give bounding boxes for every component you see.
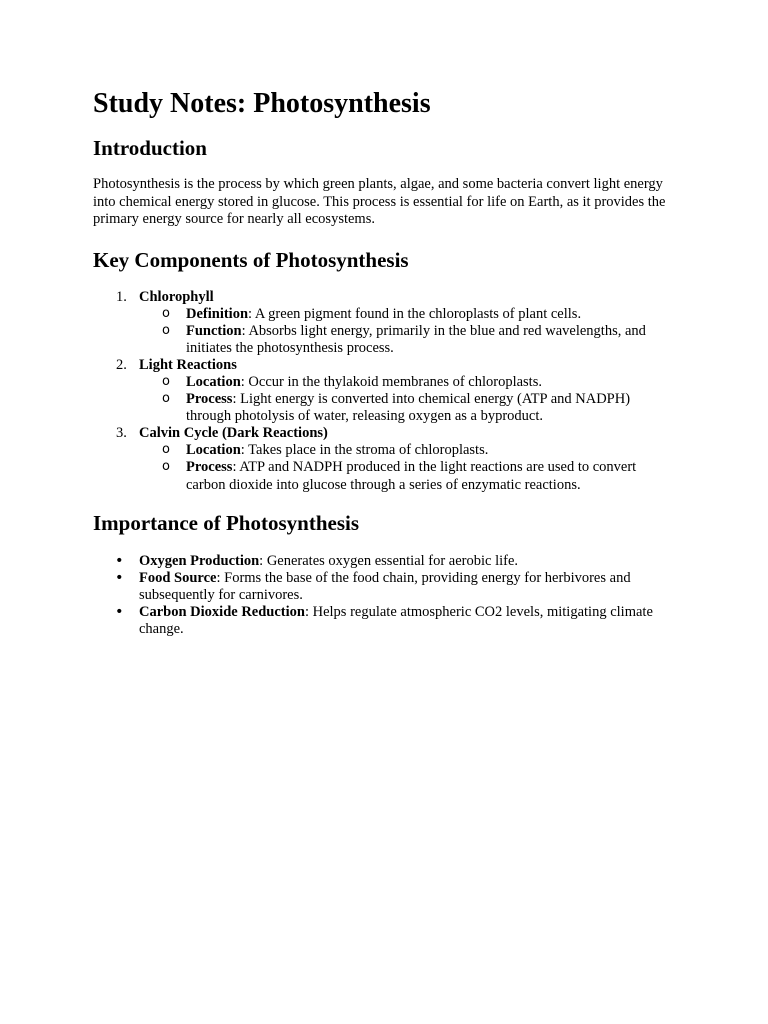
list-number: 1. [116,288,127,305]
sub-item [139,391,672,425]
introduction-heading: Introduction [93,136,207,160]
sub-text: : A green pigment found in the chloroplasts of plant cells. [248,305,582,322]
item-term: Oxygen Production [139,552,260,569]
circle-bullet-icon: o [162,391,170,407]
page-title: Study Notes: Photosynthesis [93,88,431,119]
sub-term: Function [186,322,242,339]
sub-text: : Absorbs light energy, primarily in the blue and red wavelengths, and initiates the photosynthesis process. [186,322,646,356]
sub-item [139,442,672,459]
list-item [93,553,672,570]
sub-term: Location [186,442,241,459]
component-title: Calvin Cycle (Dark Reactions) [139,425,328,442]
sub-term: Location [186,373,241,390]
key-components-list [93,289,672,494]
component-item-chlorophyll [93,289,672,357]
component-item-calvin-cycle [93,425,672,493]
sub-text: : Takes place in the stroma of chloroplasts. [240,442,489,459]
importance-heading: Importance of Photosynthesis [93,510,359,535]
circle-bullet-icon: o [162,459,170,475]
sub-term: Process [186,459,233,476]
item-text: : Generates oxygen essential for aerobic life. [259,552,519,569]
component-title: Chlorophyll [139,288,214,305]
item-term: Food Source [139,569,217,586]
sub-item [139,323,672,357]
list-item [93,570,672,604]
sub-list [139,374,672,425]
item-term: Carbon Dioxide Reduction [139,603,305,620]
sub-item [139,306,672,323]
list-item [93,604,672,638]
key-components-heading: Key Components of Photosynthesis [93,247,409,272]
sub-term: Process [186,391,233,408]
importance-list [93,553,672,638]
item-text: : Forms the base of the food chain, providing energy for herbivores and subsequently for carnivores. [139,569,631,603]
bullet-icon: • [115,569,124,586]
circle-bullet-icon: o [162,442,170,458]
circle-bullet-icon: o [162,305,170,321]
sub-text: : ATP and NADPH produced in the light reactions are used to convert carbon dioxide into glucose through a series of enzymatic reactions. [186,459,637,493]
sub-list [139,442,672,493]
sub-list [139,306,672,357]
sub-item [139,374,672,391]
sub-text: : Occur in the thylakoid membranes of chloroplasts. [240,373,542,390]
list-number: 3. [116,425,127,442]
sub-term: Definition [186,305,249,322]
introduction-paragraph: Photosynthesis is the process by which green plants, algae, and some bacteria convert light energy into chemical energy stored in glucose. This process is essential for life on Earth, as it provides the primary energy source for nearly all ecosystems. [93,176,666,227]
sub-text: : Light energy is converted into chemical energy (ATP and NADPH) through photolysis of water, releasing oxygen as a byproduct. [186,391,631,425]
bullet-icon: • [115,552,124,569]
circle-bullet-icon: o [162,322,170,338]
component-item-light-reactions [93,357,672,425]
bullet-icon: • [115,603,124,620]
component-title: Light Reactions [139,356,237,373]
item-text: : Helps regulate atmospheric CO2 levels, mitigating climate change. [139,603,653,637]
sub-item [139,459,672,493]
list-number: 2. [116,356,127,373]
circle-bullet-icon: o [162,373,170,389]
